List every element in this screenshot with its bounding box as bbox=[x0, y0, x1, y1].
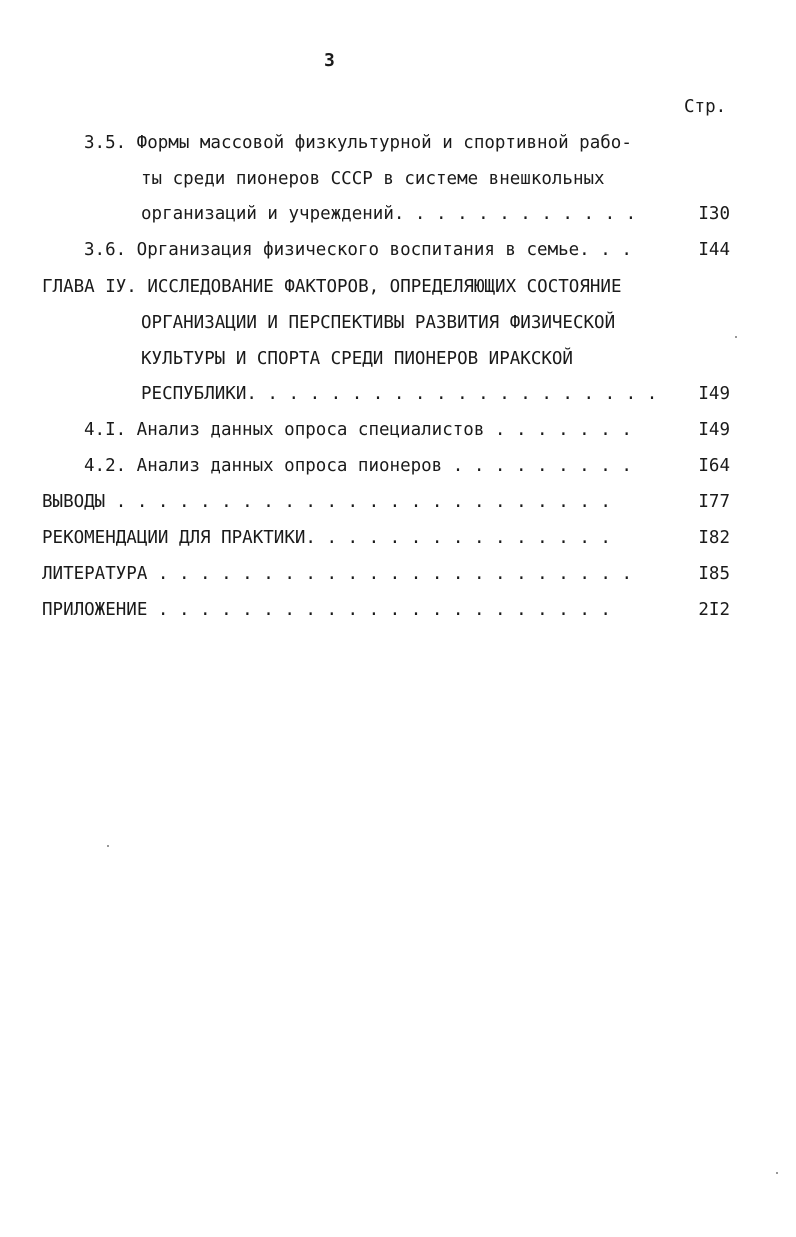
toc-entry-page: I30 bbox=[698, 204, 730, 224]
toc-entry-page: 2I2 bbox=[698, 600, 730, 620]
toc-entry-page: I44 bbox=[698, 240, 730, 260]
toc-entry-page: I49 bbox=[698, 384, 730, 404]
toc-entry-line: ГЛАВА IУ. ИССЛЕДОВАНИЕ ФАКТОРОВ, ОПРЕДЕЛЯЮЩИХ СОСТОЯНИЕ bbox=[42, 277, 622, 297]
toc-entry-page: I77 bbox=[698, 492, 730, 512]
toc-entry-line: организаций и учреждений. . . . . . . . . . . . bbox=[141, 204, 637, 224]
scan-speck bbox=[776, 1172, 778, 1174]
scan-speck bbox=[107, 845, 109, 847]
toc-entry-line: ОРГАНИЗАЦИИ И ПЕРСПЕКТИВЫ РАЗВИТИЯ ФИЗИЧЕСКОЙ bbox=[141, 313, 616, 333]
toc-entry-line: ПРИЛОЖЕНИЕ . . . . . . . . . . . . . . . . . . . . . . bbox=[42, 600, 611, 620]
page-column-header: Стр. bbox=[684, 97, 727, 117]
toc-entry-line: ты среди пионеров СССР в системе внешкольных bbox=[141, 169, 605, 189]
scan-speck bbox=[735, 336, 737, 338]
toc-entry-line: 3.6. Организация физического воспитания в семье. . . bbox=[84, 240, 632, 260]
toc-entry-line: РЕСПУБЛИКИ. . . . . . . . . . . . . . . . . . . . bbox=[141, 384, 658, 404]
toc-entry-page: I82 bbox=[698, 528, 730, 548]
toc-entry-line: 4.2. Анализ данных опроса пионеров . . . . . . . . . bbox=[84, 456, 632, 476]
toc-entry-line: ЛИТЕРАТУРА . . . . . . . . . . . . . . . . . . . . . . . bbox=[42, 564, 633, 584]
page-number: 3 bbox=[324, 50, 335, 71]
toc-entry-line: 4.I. Анализ данных опроса специалистов . . . . . . . bbox=[84, 420, 632, 440]
toc-entry-line: 3.5. Формы массовой физкультурной и спортивной рабо- bbox=[84, 133, 632, 153]
toc-entry-page: I49 bbox=[698, 420, 730, 440]
toc-entry-line: РЕКОМЕНДАЦИИ ДЛЯ ПРАКТИКИ. . . . . . . . . . . . . . . bbox=[42, 528, 611, 548]
toc-entry-line: ВЫВОДЫ . . . . . . . . . . . . . . . . . . . . . . . . bbox=[42, 492, 611, 512]
toc-entry-page: I64 bbox=[698, 456, 730, 476]
toc-entry-line: КУЛЬТУРЫ И СПОРТА СРЕДИ ПИОНЕРОВ ИРАКСКОЙ bbox=[141, 349, 573, 369]
toc-entry-page: I85 bbox=[698, 564, 730, 584]
